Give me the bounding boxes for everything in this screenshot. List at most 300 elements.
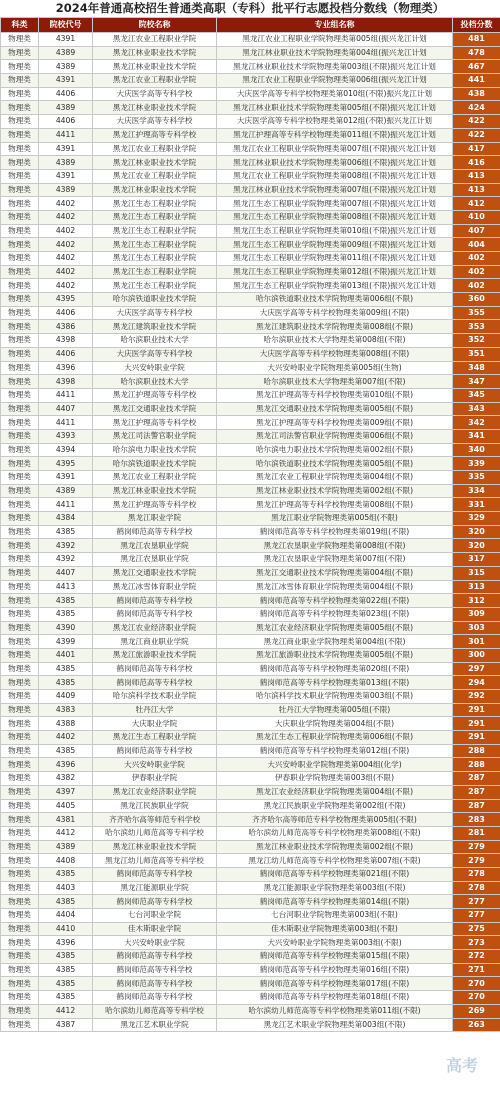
cell-score: 291 <box>453 703 500 717</box>
cell-school-code: 4396 <box>39 758 93 772</box>
cell-major-group: 伊春职业学院物理类第003组(不限) <box>217 772 453 786</box>
cell-school-code: 4411 <box>39 128 93 142</box>
cell-score: 478 <box>453 46 500 60</box>
cell-score: 331 <box>453 498 500 512</box>
cell-subject: 物理类 <box>1 744 39 758</box>
cell-subject: 物理类 <box>1 607 39 621</box>
cell-school-name: 哈尔滨幼儿师范高等专科学校 <box>93 1004 217 1018</box>
cell-major-group: 黑龙江生态工程职业学院物理类第006组(不限) <box>217 731 453 745</box>
cell-school-name: 黑龙江林业职业技术学院 <box>93 484 217 498</box>
cell-major-group: 黑龙江能源职业学院物理类第003组(不限) <box>217 881 453 895</box>
cell-score: 277 <box>453 909 500 923</box>
table-row <box>1 991 500 1005</box>
cell-major-group: 黑龙江交通职业技术学院物理类第004组(不限) <box>217 566 453 580</box>
cell-score: 402 <box>453 252 500 266</box>
cell-major-group: 大庆医学高等专科学校物理类第010组(不限)振兴龙江计划 <box>217 87 453 101</box>
table-row <box>1 388 500 402</box>
cell-school-name: 黑龙江司法警官职业学院 <box>93 429 217 443</box>
cell-subject: 物理类 <box>1 881 39 895</box>
cell-score: 412 <box>453 197 500 211</box>
cell-school-code: 4385 <box>39 895 93 909</box>
cell-school-name: 大庆医学高等专科学校 <box>93 306 217 320</box>
table-body <box>1 33 500 1032</box>
cell-subject: 物理类 <box>1 169 39 183</box>
cell-subject: 物理类 <box>1 854 39 868</box>
cell-school-name: 大兴安岭职业学院 <box>93 361 217 375</box>
cell-major-group: 黑龙江林业职业技术学院物理类第007组(不限)振兴龙江计划 <box>217 183 453 197</box>
cell-subject: 物理类 <box>1 416 39 430</box>
table-row <box>1 512 500 526</box>
cell-school-name: 鹤岗师范高等专科学校 <box>93 950 217 964</box>
cell-major-group: 黑龙江艺术职业学院物理类第003组(不限) <box>217 1018 453 1032</box>
cell-school-code: 4391 <box>39 471 93 485</box>
cell-subject: 物理类 <box>1 60 39 74</box>
cell-school-code: 4392 <box>39 539 93 553</box>
table-row <box>1 785 500 799</box>
cell-score: 347 <box>453 375 500 389</box>
cell-score: 467 <box>453 60 500 74</box>
table-row <box>1 484 500 498</box>
table-row <box>1 416 500 430</box>
cell-subject: 物理类 <box>1 457 39 471</box>
cell-major-group: 鹤岗师范高等专科学校物理类第023组(不限) <box>217 607 453 621</box>
table-row <box>1 936 500 950</box>
cell-school-name: 大庆医学高等专科学校 <box>93 87 217 101</box>
cell-major-group: 黑龙江旅游职业技术学院物理类第005组(不限) <box>217 648 453 662</box>
cell-score: 417 <box>453 142 500 156</box>
cell-school-code: 4394 <box>39 443 93 457</box>
cell-school-code: 4407 <box>39 566 93 580</box>
cell-school-name: 哈尔滨职业技术大学 <box>93 375 217 389</box>
table-row <box>1 772 500 786</box>
cell-major-group: 黑龙江冰雪体育职业学院物理类第004组(不限) <box>217 580 453 594</box>
cell-subject: 物理类 <box>1 252 39 266</box>
cell-subject: 物理类 <box>1 33 39 47</box>
cell-subject: 物理类 <box>1 991 39 1005</box>
cell-major-group: 黑龙江林业职业技术学院物理类第004组(振兴龙江计划 <box>217 46 453 60</box>
cell-score: 279 <box>453 840 500 854</box>
cell-school-code: 4404 <box>39 909 93 923</box>
cell-school-name: 伊春职业学院 <box>93 772 217 786</box>
table-row <box>1 703 500 717</box>
cell-school-name: 鹤岗师范高等专科学校 <box>93 662 217 676</box>
cell-school-name: 黑龙江生态工程职业学院 <box>93 210 217 224</box>
cell-school-name: 黑龙江艺术职业学院 <box>93 1018 217 1032</box>
cell-school-name: 黑龙江护理高等专科学校 <box>93 388 217 402</box>
cell-school-name: 黑龙江冰雪体育职业学院 <box>93 580 217 594</box>
cell-score: 273 <box>453 936 500 950</box>
cell-school-name: 黑龙江农业工程职业学院 <box>93 142 217 156</box>
cell-major-group: 黑龙江司法警官职业学院物理类第006组(不限) <box>217 429 453 443</box>
table-row <box>1 648 500 662</box>
cell-subject: 物理类 <box>1 772 39 786</box>
cell-subject: 物理类 <box>1 142 39 156</box>
cell-school-name: 黑龙江农垦职业学院 <box>93 553 217 567</box>
cell-major-group: 黑龙江农业工程职业学院物理类第007组(不限)振兴龙江计划 <box>217 142 453 156</box>
cell-school-code: 4391 <box>39 74 93 88</box>
cell-score: 416 <box>453 156 500 170</box>
cell-school-name: 黑龙江生态工程职业学院 <box>93 265 217 279</box>
cell-major-group: 黑龙江农业经济职业学院物理类第005组(不限) <box>217 621 453 635</box>
table-row <box>1 539 500 553</box>
header-row <box>1 18 500 33</box>
cell-subject: 物理类 <box>1 826 39 840</box>
table-row <box>1 265 500 279</box>
table-row <box>1 46 500 60</box>
cell-school-code: 4406 <box>39 306 93 320</box>
table-row <box>1 594 500 608</box>
cell-subject: 物理类 <box>1 662 39 676</box>
cell-school-name: 黑龙江农业工程职业学院 <box>93 471 217 485</box>
cell-subject: 物理类 <box>1 210 39 224</box>
table-row <box>1 443 500 457</box>
cell-major-group: 黑龙江农业工程职业学院物理类第008组(不限)振兴龙江计划 <box>217 169 453 183</box>
cell-score: 269 <box>453 1004 500 1018</box>
cell-school-code: 4389 <box>39 156 93 170</box>
table-row <box>1 375 500 389</box>
cell-subject: 物理类 <box>1 799 39 813</box>
cell-school-name: 黑龙江农业工程职业学院 <box>93 74 217 88</box>
cell-school-code: 4386 <box>39 320 93 334</box>
cell-subject: 物理类 <box>1 758 39 772</box>
cell-subject: 物理类 <box>1 922 39 936</box>
cell-school-code: 4413 <box>39 580 93 594</box>
cell-school-name: 黑龙江民族职业学院 <box>93 799 217 813</box>
cell-score: 288 <box>453 744 500 758</box>
cell-school-name: 黑龙江护理高等专科学校 <box>93 416 217 430</box>
cell-school-code: 4407 <box>39 402 93 416</box>
cell-school-name: 黑龙江生态工程职业学院 <box>93 224 217 238</box>
cell-subject: 物理类 <box>1 1018 39 1032</box>
table-row <box>1 717 500 731</box>
cell-score: 404 <box>453 238 500 252</box>
cell-school-code: 4406 <box>39 347 93 361</box>
cell-school-code: 4403 <box>39 881 93 895</box>
table-row <box>1 74 500 88</box>
cell-score: 272 <box>453 950 500 964</box>
cell-score: 335 <box>453 471 500 485</box>
cell-major-group: 黑龙江民族职业学院物理类第002组(不限) <box>217 799 453 813</box>
cell-major-group: 黑龙江生态工程职业学院物理类第010组(不限)振兴龙江计划 <box>217 224 453 238</box>
cell-school-name: 黑龙江生态工程职业学院 <box>93 279 217 293</box>
cell-school-code: 4396 <box>39 936 93 950</box>
cell-school-code: 4402 <box>39 265 93 279</box>
cell-score: 438 <box>453 87 500 101</box>
cell-school-name: 黑龙江交通职业技术学院 <box>93 402 217 416</box>
cell-school-name: 牡丹江大学 <box>93 703 217 717</box>
cell-major-group: 黑龙江幼儿师范高等专科学校物理类第007组(不限) <box>217 854 453 868</box>
cell-subject: 物理类 <box>1 443 39 457</box>
cell-subject: 物理类 <box>1 101 39 115</box>
cell-school-name: 鹤岗师范高等专科学校 <box>93 525 217 539</box>
table-row <box>1 197 500 211</box>
cell-school-name: 鹤岗师范高等专科学校 <box>93 895 217 909</box>
table-row <box>1 279 500 293</box>
table-row <box>1 115 500 129</box>
cell-subject: 物理类 <box>1 717 39 731</box>
cell-school-name: 黑龙江生态工程职业学院 <box>93 238 217 252</box>
cell-school-code: 4397 <box>39 785 93 799</box>
cell-subject: 物理类 <box>1 293 39 307</box>
table-row <box>1 662 500 676</box>
cell-score: 317 <box>453 553 500 567</box>
cell-subject: 物理类 <box>1 375 39 389</box>
table-row <box>1 361 500 375</box>
cell-major-group: 黑龙江建筑职业技术学院物理类第008组(不限) <box>217 320 453 334</box>
cell-school-name: 黑龙江农业工程职业学院 <box>93 169 217 183</box>
cell-school-code: 4389 <box>39 46 93 60</box>
cell-subject: 物理类 <box>1 690 39 704</box>
cell-school-name: 哈尔滨科学技术职业学院 <box>93 690 217 704</box>
cell-major-group: 黑龙江生态工程职业学院物理类第013组(不限)振兴龙江计划 <box>217 279 453 293</box>
cell-subject: 物理类 <box>1 87 39 101</box>
cell-major-group: 鹤岗师范高等专科学校物理类第021组(不限) <box>217 867 453 881</box>
cell-school-name: 大兴安岭职业学院 <box>93 758 217 772</box>
cell-major-group: 黑龙江生态工程职业学院物理类第009组(不限)振兴龙江计划 <box>217 238 453 252</box>
cell-subject: 物理类 <box>1 46 39 60</box>
cell-school-code: 4391 <box>39 142 93 156</box>
page-title: 2024年普通高校招生普通类高职（专科）批平行志愿投档分数线（物理类） <box>55 1 445 15</box>
cell-school-code: 4385 <box>39 963 93 977</box>
cell-score: 312 <box>453 594 500 608</box>
cell-major-group: 七台河职业学院物理类第003组(不限) <box>217 909 453 923</box>
cell-school-name: 鹤岗师范高等专科学校 <box>93 977 217 991</box>
cell-major-group: 鹤岗师范高等专科学校物理类第017组(不限) <box>217 977 453 991</box>
cell-major-group: 鹤岗师范高等专科学校物理类第012组(不限) <box>217 744 453 758</box>
table-row <box>1 334 500 348</box>
cell-school-name: 哈尔滨电力职业技术学院 <box>93 443 217 457</box>
cell-school-code: 4391 <box>39 33 93 47</box>
cell-score: 341 <box>453 429 500 443</box>
cell-major-group: 黑龙江护理高等专科学校物理类第008组(不限) <box>217 498 453 512</box>
header-subject: 科类 <box>1 18 39 33</box>
table-row <box>1 402 500 416</box>
cell-school-code: 4390 <box>39 621 93 635</box>
cell-subject: 物理类 <box>1 429 39 443</box>
cell-subject: 物理类 <box>1 553 39 567</box>
cell-score: 329 <box>453 512 500 526</box>
cell-score: 355 <box>453 306 500 320</box>
cell-major-group: 哈尔滨幼儿师范高等专科学校物理类第008组(不限) <box>217 826 453 840</box>
cell-score: 281 <box>453 826 500 840</box>
cell-major-group: 哈尔滨职业技术大学物理类第008组(不限) <box>217 334 453 348</box>
cell-school-name: 哈尔滨铁道职业技术学院 <box>93 457 217 471</box>
table-row <box>1 1004 500 1018</box>
cell-score: 287 <box>453 799 500 813</box>
cell-school-code: 4411 <box>39 416 93 430</box>
cell-subject: 物理类 <box>1 115 39 129</box>
table-row <box>1 799 500 813</box>
cell-major-group: 黑龙江交通职业技术学院物理类第005组(不限) <box>217 402 453 416</box>
table-row <box>1 813 500 827</box>
cell-school-name: 大兴安岭职业学院 <box>93 936 217 950</box>
cell-school-name: 鹤岗师范高等专科学校 <box>93 744 217 758</box>
cell-school-code: 4402 <box>39 197 93 211</box>
cell-school-code: 4411 <box>39 388 93 402</box>
cell-school-code: 4389 <box>39 840 93 854</box>
cell-score: 270 <box>453 991 500 1005</box>
cell-subject: 物理类 <box>1 156 39 170</box>
cell-score: 294 <box>453 676 500 690</box>
cell-major-group: 黑龙江生态工程职业学院物理类第007组(不限)振兴龙江计划 <box>217 197 453 211</box>
cell-score: 271 <box>453 963 500 977</box>
cell-score: 352 <box>453 334 500 348</box>
cell-school-code: 4398 <box>39 334 93 348</box>
cell-subject: 物理类 <box>1 635 39 649</box>
cell-subject: 物理类 <box>1 867 39 881</box>
table-row <box>1 621 500 635</box>
table-row <box>1 457 500 471</box>
cell-school-code: 4412 <box>39 1004 93 1018</box>
cell-school-code: 4395 <box>39 293 93 307</box>
table-row <box>1 909 500 923</box>
cell-major-group: 哈尔滨科学技术职业学院物理类第003组(不限) <box>217 690 453 704</box>
table-row <box>1 854 500 868</box>
table-row <box>1 758 500 772</box>
cell-school-code: 4389 <box>39 101 93 115</box>
cell-school-code: 4388 <box>39 717 93 731</box>
cell-subject: 物理类 <box>1 785 39 799</box>
cell-major-group: 牡丹江大学物理类第005组(不限) <box>217 703 453 717</box>
cell-subject: 物理类 <box>1 265 39 279</box>
table-row <box>1 881 500 895</box>
cell-subject: 物理类 <box>1 279 39 293</box>
table-row <box>1 224 500 238</box>
cell-subject: 物理类 <box>1 347 39 361</box>
table-row <box>1 498 500 512</box>
cell-score: 283 <box>453 813 500 827</box>
cell-subject: 物理类 <box>1 977 39 991</box>
cell-major-group: 哈尔滨电力职业技术学院物理类第002组(不限) <box>217 443 453 457</box>
cell-subject: 物理类 <box>1 484 39 498</box>
cell-score: 309 <box>453 607 500 621</box>
cell-school-code: 4384 <box>39 512 93 526</box>
table-row <box>1 963 500 977</box>
cell-major-group: 黑龙江农业工程职业学院物理类第005组(振兴龙江计划 <box>217 33 453 47</box>
cell-school-code: 4392 <box>39 553 93 567</box>
cell-school-name: 黑龙江林业职业技术学院 <box>93 101 217 115</box>
table-row <box>1 320 500 334</box>
cell-major-group: 大兴安岭职业学院物理类第005组(生物) <box>217 361 453 375</box>
cell-school-code: 4406 <box>39 87 93 101</box>
cell-school-name: 黑龙江商业职业学院 <box>93 635 217 649</box>
cell-major-group: 黑龙江农业经济职业学院物理类第004组(不限) <box>217 785 453 799</box>
watermark-logo: 高考 <box>445 1056 478 1075</box>
cell-school-code: 4385 <box>39 744 93 758</box>
cell-school-code: 4398 <box>39 375 93 389</box>
cell-school-name: 哈尔滨幼儿师范高等专科学校 <box>93 826 217 840</box>
cell-score: 407 <box>453 224 500 238</box>
cell-subject: 物理类 <box>1 471 39 485</box>
cell-school-code: 4402 <box>39 210 93 224</box>
header-school-name: 院校名称 <box>93 18 217 33</box>
cell-subject: 物理类 <box>1 512 39 526</box>
cell-school-code: 4402 <box>39 252 93 266</box>
cell-school-code: 4385 <box>39 991 93 1005</box>
cell-score: 342 <box>453 416 500 430</box>
cell-major-group: 黑龙江生态工程职业学院物理类第012组(不限)振兴龙江计划 <box>217 265 453 279</box>
cell-school-name: 哈尔滨铁道职业技术学院 <box>93 293 217 307</box>
table-row <box>1 101 500 115</box>
cell-score: 291 <box>453 731 500 745</box>
cell-major-group: 黑龙江农业工程职业学院物理类第004组(不限) <box>217 471 453 485</box>
cell-school-name: 黑龙江林业职业技术学院 <box>93 60 217 74</box>
cell-score: 343 <box>453 402 500 416</box>
table-row <box>1 347 500 361</box>
cell-school-code: 4402 <box>39 279 93 293</box>
cell-major-group: 大庆医学高等专科学校物理类第008组(不限) <box>217 347 453 361</box>
cell-school-name: 大庆职业学院 <box>93 717 217 731</box>
cell-major-group: 鹤岗师范高等专科学校物理类第019组(不限) <box>217 525 453 539</box>
cell-school-name: 黑龙江生态工程职业学院 <box>93 197 217 211</box>
cell-subject: 物理类 <box>1 498 39 512</box>
cell-major-group: 鹤岗师范高等专科学校物理类第018组(不限) <box>217 991 453 1005</box>
cell-score: 270 <box>453 977 500 991</box>
cell-school-name: 佳木斯职业学院 <box>93 922 217 936</box>
table-row <box>1 142 500 156</box>
cell-major-group: 黑龙江林业职业技术学院物理类第002组(不限) <box>217 484 453 498</box>
cell-school-code: 4395 <box>39 457 93 471</box>
cell-major-group: 黑龙江林业职业技术学院物理类第005组(不限)振兴龙江计划 <box>217 101 453 115</box>
cell-subject: 物理类 <box>1 238 39 252</box>
cell-school-name: 黑龙江交通职业技术学院 <box>93 566 217 580</box>
cell-score: 291 <box>453 717 500 731</box>
cell-major-group: 黑龙江农业工程职业学院物理类第006组(振兴龙江计划 <box>217 74 453 88</box>
cell-school-code: 4383 <box>39 703 93 717</box>
cell-school-name: 黑龙江农业经济职业学院 <box>93 621 217 635</box>
cell-score: 278 <box>453 881 500 895</box>
table-row <box>1 744 500 758</box>
cell-school-code: 4387 <box>39 1018 93 1032</box>
cell-school-code: 4385 <box>39 525 93 539</box>
cell-school-code: 4389 <box>39 183 93 197</box>
cell-subject: 物理类 <box>1 539 39 553</box>
cell-school-code: 4406 <box>39 115 93 129</box>
table-row <box>1 731 500 745</box>
cell-subject: 物理类 <box>1 334 39 348</box>
cell-subject: 物理类 <box>1 840 39 854</box>
table-row <box>1 60 500 74</box>
header-major-group: 专业组名称 <box>217 18 453 33</box>
cell-major-group: 黑龙江护理高等专科学校物理类第010组(不限) <box>217 388 453 402</box>
cell-school-name: 黑龙江护理高等专科学校 <box>93 128 217 142</box>
cell-school-name: 大庆医学高等专科学校 <box>93 115 217 129</box>
cell-major-group: 鹤岗师范高等专科学校物理类第014组(不限) <box>217 895 453 909</box>
cell-score: 422 <box>453 115 500 129</box>
cell-major-group: 黑龙江生态工程职业学院物理类第008组(不限)振兴龙江计划 <box>217 210 453 224</box>
cell-score: 348 <box>453 361 500 375</box>
cell-major-group: 哈尔滨铁道职业技术学院物理类第005组(不限) <box>217 457 453 471</box>
cell-school-code: 4389 <box>39 484 93 498</box>
cell-subject: 物理类 <box>1 1004 39 1018</box>
cell-major-group: 黑龙江林业职业技术学院物理类第006组(不限)振兴龙江计划 <box>217 156 453 170</box>
cell-score: 402 <box>453 279 500 293</box>
cell-subject: 物理类 <box>1 74 39 88</box>
cell-school-name: 黑龙江农业工程职业学院 <box>93 33 217 47</box>
table-row <box>1 471 500 485</box>
table-row <box>1 553 500 567</box>
cell-school-code: 4385 <box>39 662 93 676</box>
cell-subject: 物理类 <box>1 594 39 608</box>
cell-score: 402 <box>453 265 500 279</box>
table-row <box>1 895 500 909</box>
cell-major-group: 黑龙江护理高等专科学校物理类第011组(不限)振兴龙江计划 <box>217 128 453 142</box>
table-row <box>1 306 500 320</box>
cell-score: 441 <box>453 74 500 88</box>
cell-subject: 物理类 <box>1 580 39 594</box>
cell-school-code: 4396 <box>39 361 93 375</box>
cell-score: 287 <box>453 772 500 786</box>
